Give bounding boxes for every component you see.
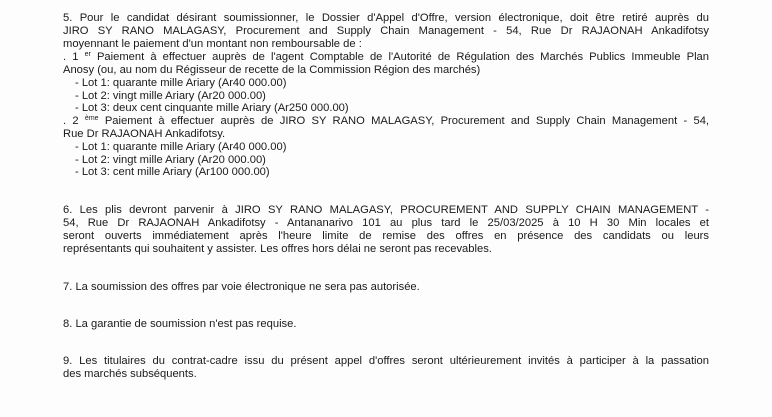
payment-2-line-2: Rue Dr RAJAONAH Ankadifotsy. <box>63 128 226 140</box>
payment-1-ordinal: er <box>84 51 91 58</box>
section-9-line-1: 9. Les titulaires du contrat-cadre issu du présent appel d'offres seront ultérieurement invités à participer à la passation <box>63 355 709 367</box>
payment-1-lot-2: - Lot 2: vingt mille Ariary (Ar20 000.00) <box>75 89 266 102</box>
section-6-line-4: représentants qui souhaitent y assister. Les offres hors délai ne seront pas recevables. <box>63 243 492 255</box>
section-5-line-2: JIRO SY RANO MALAGASY, Procurement and Supply Chain Management - 54, Rue Dr RAJAONAH Ankadifotsy <box>63 25 709 37</box>
payment-1-line-2: Anosy (ou, au nom du Régisseur de recette de la Commission Région des marchés) <box>63 64 481 76</box>
payment-1-lot-list <box>75 77 349 115</box>
payment-2-lot-2: - Lot 2: vingt mille Ariary (Ar20 000.00) <box>75 153 266 166</box>
section-6-line-3: seront ouverts immédiatement après l'heure limite de remise des offres en présence des candidats ou leurs <box>63 230 709 242</box>
payment-1-lot-3: - Lot 3: deux cent cinquante mille Ariary (Ar250 000.00) <box>75 102 349 115</box>
payment-1-lot-1: - Lot 1: quarante mille Ariary (Ar40 000.00) <box>75 77 287 89</box>
payment-2-ordinal: ème <box>84 115 99 122</box>
section-6-line-1: 6. Les plis devront parvenir à JIRO SY RANO MALAGASY, PROCUREMENT AND SUPPLY CHAIN MANAGEMENT - <box>63 204 709 216</box>
payment-1-line-1 <box>63 51 709 64</box>
payment-2-lot-3: - Lot 3: cent mille Ariary (Ar100 000.00) <box>75 166 270 179</box>
payment-2-lot-1: - Lot 1: quarante mille Ariary (Ar40 000.00) <box>75 141 287 153</box>
payment-1-prefix: . 1 <box>63 51 79 63</box>
section-6-line-2: 54, Rue Dr RAJAONAH Ankadifotsy - Antananarivo 101 au plus tard le 25/03/2025 à 10 H 30 Min locales et <box>63 217 709 229</box>
payment-2-text-1: Paiement à effectuer auprès de JIRO SY RANO MALAGASY, Procurement and Supply Chain Management - 54, <box>104 115 710 127</box>
payment-2-lot-list <box>75 141 286 179</box>
section-8: 8. La garantie de soumission n'est pas requise. <box>63 318 297 330</box>
payment-2-line-1 <box>63 115 709 128</box>
section-5-line-1: 5. Pour le candidat désirant soumissionner, le Dossier d'Appel d'Offre, version électronique, doit être retiré auprès du <box>63 12 709 24</box>
payment-1-text-1: Paiement à effectuer auprès de l'agent Comptable de l'Autorité de Régulation des Marchés Publics Immeuble Plan <box>96 51 709 63</box>
section-7: 7. La soumission des offres par voie électronique ne sera pas autorisée. <box>63 281 420 293</box>
payment-2-prefix: . 2 <box>63 115 79 127</box>
section-5-line-3: moyennant le paiement d'un montant non remboursable de : <box>63 38 362 50</box>
section-9-line-2: des marchés subséquents. <box>63 368 197 380</box>
